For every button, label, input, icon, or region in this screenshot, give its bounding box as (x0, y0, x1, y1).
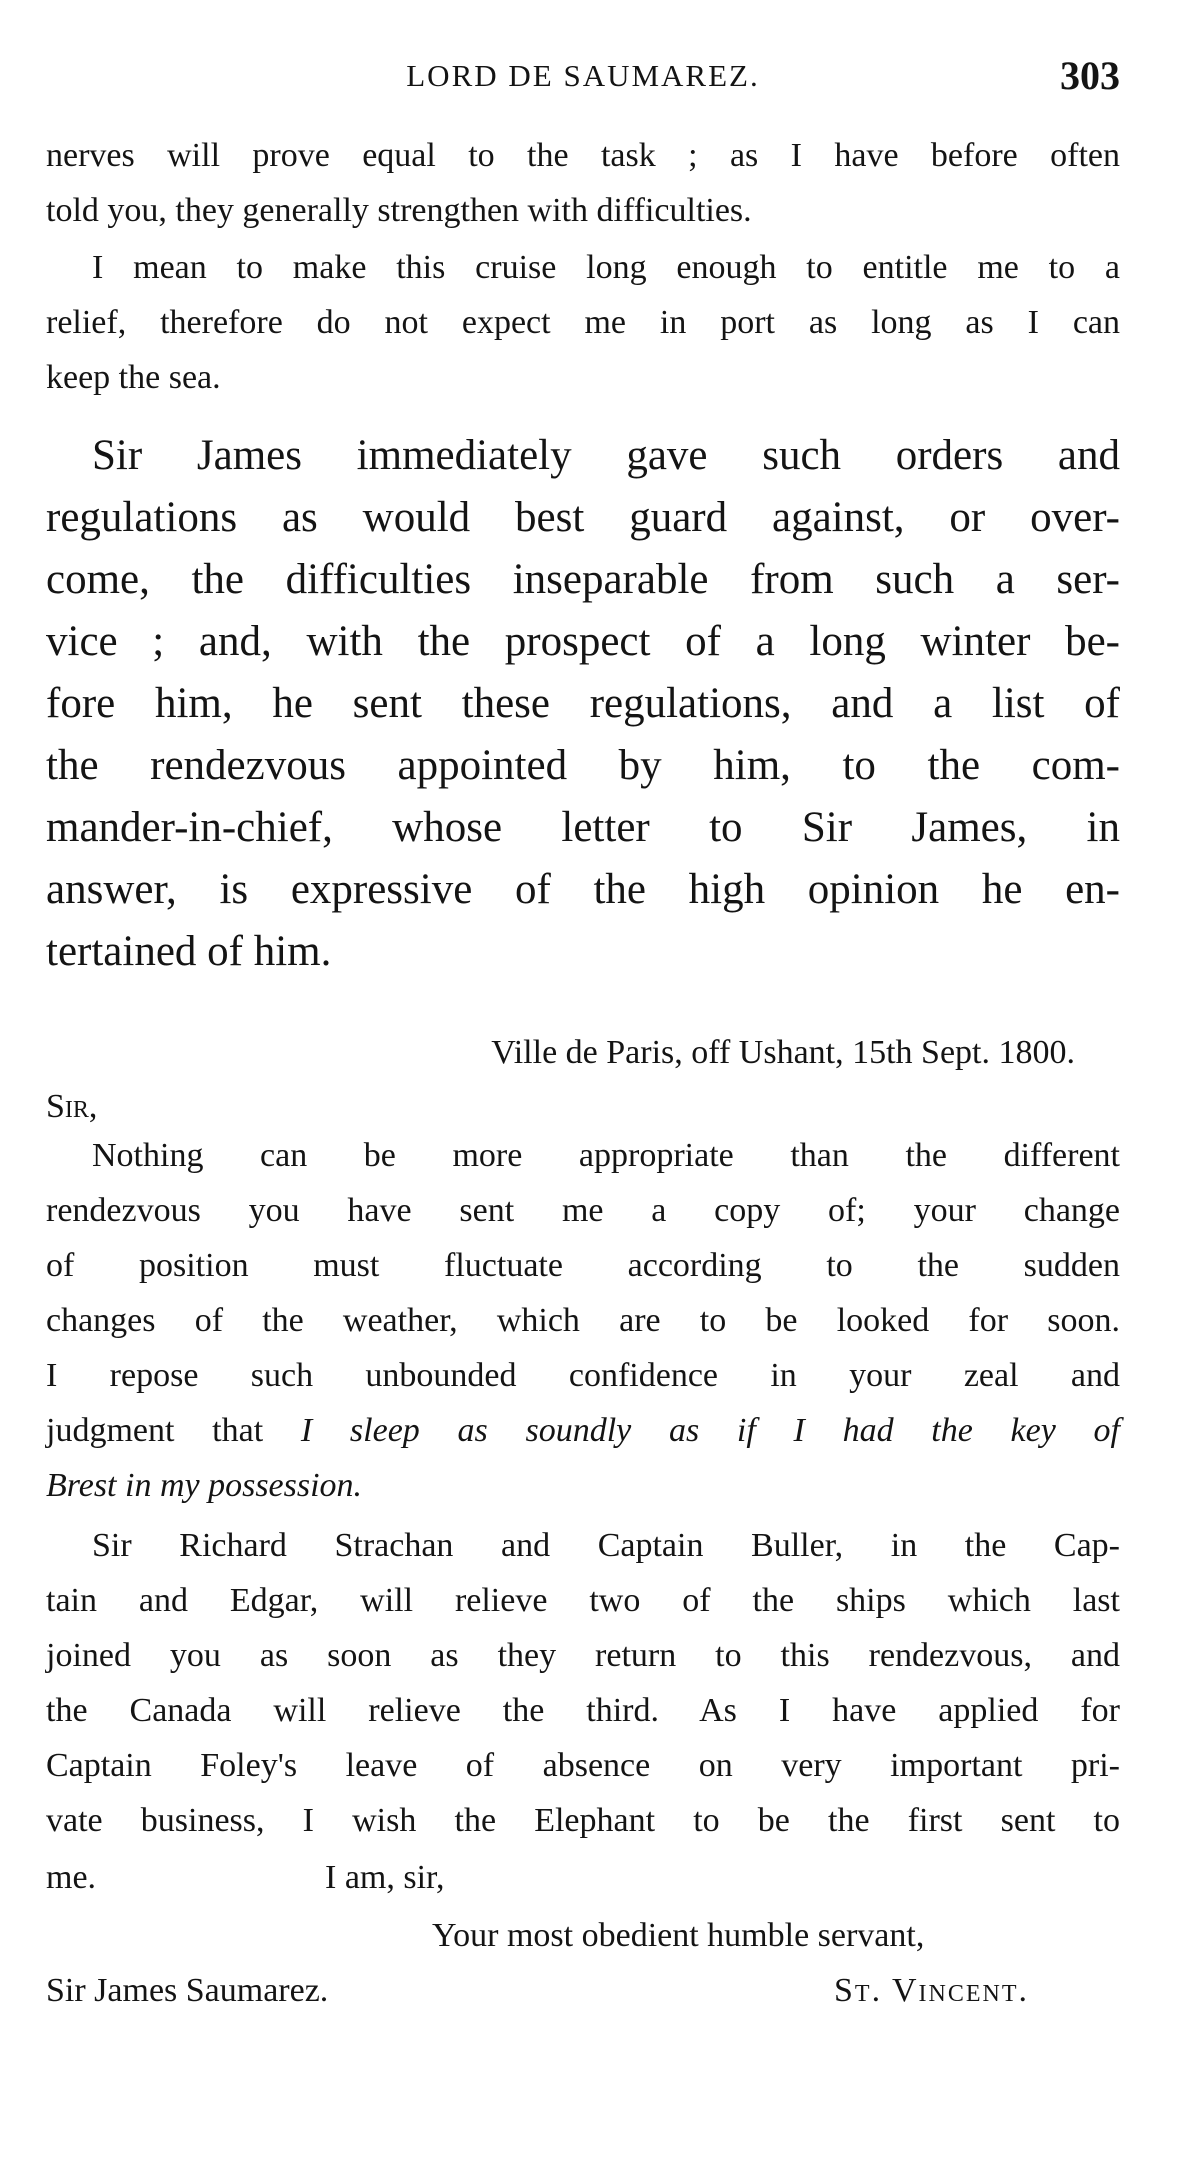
letter-closing-phrase: I am, sir, (325, 1859, 445, 1896)
text-line: rendezvous you have sent me a copy of; your change (46, 1192, 1120, 1229)
letter-end-paragraph-1 (46, 128, 1120, 238)
narrative-paragraph (46, 425, 1120, 983)
letter-paragraph-2 (46, 1518, 1120, 1848)
text-line: I mean to make this cruise long enough to entitle me to a (92, 249, 1120, 286)
text-line: tain and Edgar, will relieve two of the ships which last (46, 1582, 1120, 1619)
text-line: I repose such unbounded confidence in your zeal and (46, 1357, 1120, 1394)
text-line: Captain Foley's leave of absence on very important pri- (46, 1747, 1120, 1784)
italic-text-span: I sleep as soundly as if I had the key of (300, 1412, 1120, 1449)
letter-end-paragraph-2 (46, 240, 1120, 405)
text-line: joined you as soon as they return to this rendezvous, and (46, 1637, 1120, 1674)
letter-signature: St. Vincent. (834, 1972, 1029, 2009)
text-line: changes of the weather, which are to be looked for soon. (46, 1302, 1120, 1339)
text-line: the Canada will relieve the third. As I have applied for (46, 1692, 1120, 1729)
text-line: Nothing can be more appropriate than the different (92, 1137, 1120, 1174)
text-line: vice ; and, with the prospect of a long winter be- (46, 618, 1120, 665)
text-line: nerves will prove equal to the task ; as I have before often (46, 137, 1120, 174)
running-head: LORD DE SAUMAREZ. (406, 58, 760, 93)
letter-addressee: Sir James Saumarez. (46, 1972, 329, 2009)
text-line: of position must fluctuate according to the sudden (46, 1247, 1120, 1284)
page-header (46, 52, 1120, 100)
text-line: come, the difficulties inseparable from such a ser- (46, 556, 1120, 603)
text-line: vate business, I wish the Elephant to be the first sent to (46, 1802, 1120, 1839)
letter-dateline: Ville de Paris, off Ushant, 15th Sept. 1800. (491, 1034, 1075, 1071)
letter-last-line-start: me. (46, 1859, 97, 1896)
text-line: fore him, he sent these regulations, and a list of (46, 680, 1120, 727)
letter-salutation: Sir, (46, 1088, 98, 1125)
text-line: Sir Richard Strachan and Captain Buller, in the Cap- (92, 1527, 1120, 1564)
text-line: tertained of him. (46, 928, 332, 975)
text-line: the rendezvous appointed by him, to the com- (46, 742, 1120, 789)
letter-paragraph-1 (46, 1128, 1120, 1513)
text-line: regulations as would best guard against, or over- (46, 494, 1120, 541)
text-line: keep the sea. (46, 359, 221, 396)
text-line: relief, therefore do not expect me in port as long as I can (46, 304, 1120, 341)
letter-complimentary-close: Your most obedient humble servant, (432, 1917, 925, 1954)
text-line: mander-in-chief, whose letter to Sir James, in (46, 804, 1120, 851)
page-number: 303 (1060, 53, 1120, 98)
text-line-mixed (46, 1403, 1120, 1458)
text-line: answer, is expressive of the high opinion he en- (46, 866, 1120, 913)
italic-text-line: Brest in my possession. (46, 1467, 363, 1504)
text-line: told you, they generally strengthen with difficulties. (46, 192, 752, 229)
text-line: Sir James immediately gave such orders and (92, 432, 1120, 479)
text-span: judgment that (46, 1412, 301, 1449)
